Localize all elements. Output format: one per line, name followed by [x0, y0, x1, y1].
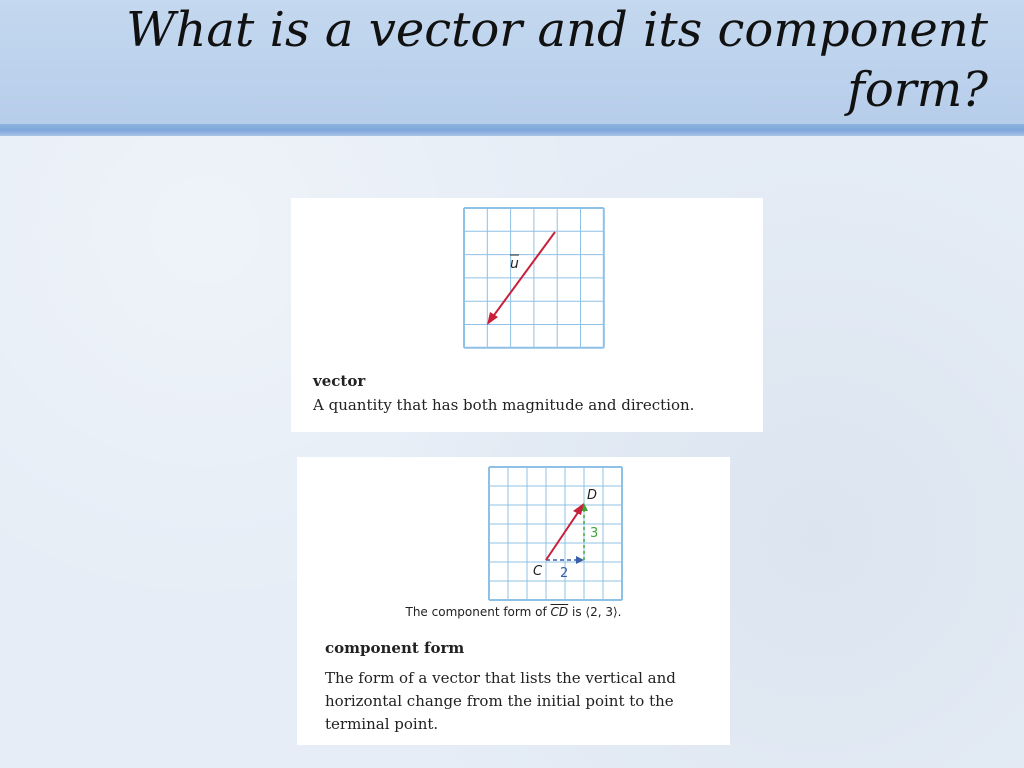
vector-figure	[291, 198, 763, 358]
component-grid	[489, 467, 622, 600]
caption-vector-name: $\overline{CD}$	[550, 605, 569, 619]
vector-card	[291, 198, 763, 432]
vector-u-arrowhead	[487, 312, 498, 325]
vector-grid	[464, 208, 604, 348]
caption-prefix: The component form of	[405, 605, 547, 619]
component-form-term: component form	[325, 639, 465, 657]
header-stripe	[0, 124, 1024, 136]
horizontal-change-label: 2	[560, 566, 569, 581]
point-c-label: C	[533, 564, 543, 579]
component-card	[297, 457, 730, 745]
point-d-label: D	[587, 488, 598, 503]
vector-u-label: u	[510, 256, 519, 272]
component-form-definition: The form of a vector that lists the vertical and horizontal change from the initial point to the terminal point.	[325, 669, 676, 733]
vector-definition: A quantity that has both magnitude and direction.	[313, 396, 695, 414]
vertical-change-label: 3	[590, 526, 599, 541]
component-figure	[297, 457, 730, 602]
caption-middle: is	[571, 605, 582, 619]
caption-value: ⟨2, 3⟩.	[585, 605, 622, 619]
component-caption	[297, 605, 730, 619]
vector-u-arrow	[489, 232, 555, 322]
horizontal-change-arrowhead	[576, 556, 584, 564]
vector-term: vector	[313, 372, 366, 390]
vector-cd-arrow	[546, 508, 581, 560]
slide-title: What is a vector and its component form?	[126, 2, 988, 118]
